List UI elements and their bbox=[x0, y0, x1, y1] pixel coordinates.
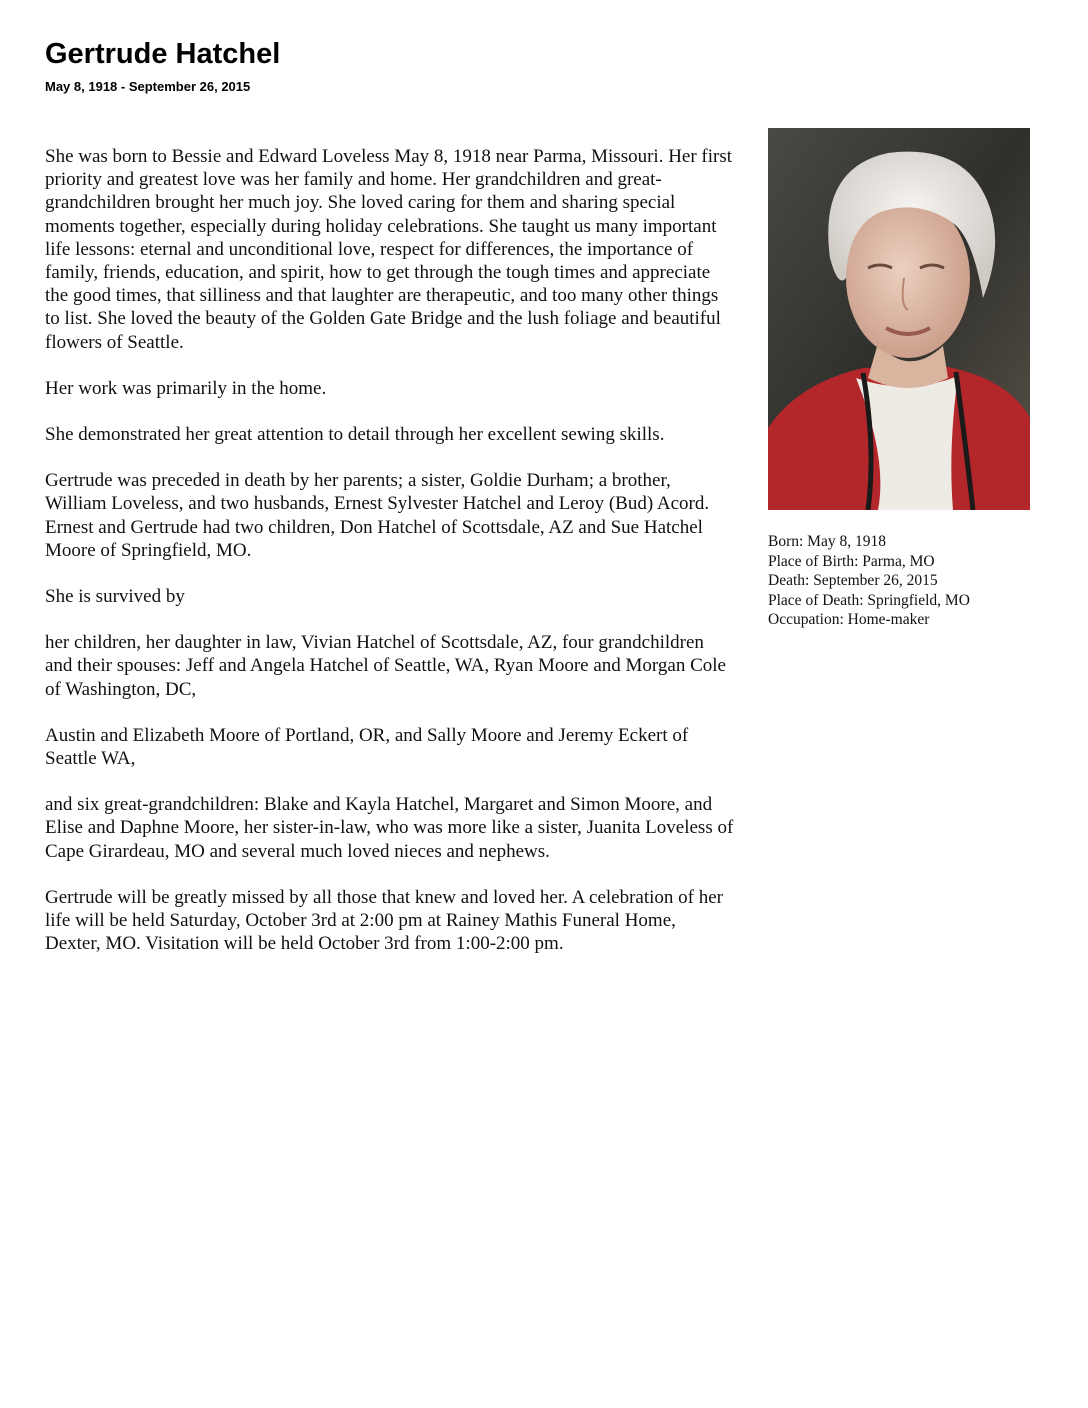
fact-occupation: Occupation: Home-maker bbox=[768, 611, 930, 629]
life-dates: May 8, 1918 - September 26, 2015 bbox=[45, 79, 251, 94]
paragraph-children: her children, her daughter in law, Vivian Hatchel of Scottsdale, AZ, four grandchildren and their spouses: Jeff and Angela Hatchel of Seattle, WA, Ryan Moore and Morgan Cole of Washington, DC, bbox=[45, 632, 726, 700]
fact-place-of-birth: Place of Birth: Parma, MO bbox=[768, 552, 935, 570]
paragraph-biography: She was born to Bessie and Edward Loveless May 8, 1918 near Parma, Missouri. Her first priority and greatest love was her family and home. Her grandchildren and great-grandchildren brought her much joy. She loved caring for them and sharing special moments together, especially during holiday celebrations. She taught us many important life lessons: eternal and unconditional love, respect for differences, the importance of family, friends, education, and spirit, how to get through the tough times and appreciate the good times, that silliness and that laughter are therapeutic, and too many other things to list. She loved the beauty of the Golden Gate Bridge and the lush foliage and beautiful flowers of Seattle. bbox=[45, 146, 733, 353]
fact-death: Death: September 26, 2015 bbox=[768, 572, 938, 590]
portrait-illustration bbox=[768, 128, 1030, 510]
portrait-photo bbox=[768, 128, 1030, 510]
person-name: Gertrude Hatchel bbox=[45, 38, 281, 70]
paragraph-work: Her work was primarily in the home. bbox=[45, 377, 327, 399]
vital-facts bbox=[768, 532, 1068, 630]
paragraph-survived-by: She is survived by bbox=[45, 586, 185, 608]
paragraph-services: Gertrude will be greatly missed by all those that knew and loved her. A celebration of her life will be held Saturday, October 3rd at 2:00 pm at Rainey Mathis Funeral Home, Dexter, MO. Visitation will be held October 3rd from 1:00-2:00 pm. bbox=[45, 886, 723, 955]
obituary-header bbox=[45, 36, 745, 96]
paragraph-preceded-in-death: Gertrude was preceded in death by her parents; a sister, Goldie Durham; a brother, William Loveless, and two husbands, Ernest Sylvester Hatchel and Leroy (Bud) Acord. Ernest and Gertrude had two children, Don Hatchel of Scottsdale, AZ and Sue Hatchel Moore of Springfield, MO. bbox=[45, 470, 710, 561]
fact-place-of-death: Place of Death: Springfield, MO bbox=[768, 591, 970, 609]
fact-born: Born: May 8, 1918 bbox=[768, 533, 886, 550]
paragraph-great-grandchildren: and six great-grandchildren: Blake and Kayla Hatchel, Margaret and Simon Moore, and Elise and Daphne Moore, her sister-in-law, who was more like a sister, Juanita Loveless of Cape Girardeau, MO and several much loved nieces and nephews. bbox=[45, 794, 734, 862]
paragraph-skills: She demonstrated her great attention to detail through her excellent sewing skills. bbox=[45, 424, 665, 446]
paragraph-grandchildren: Austin and Elizabeth Moore of Portland, OR, and Sally Moore and Jeremy Eckert of Seattle WA, bbox=[45, 724, 689, 770]
obituary-text bbox=[45, 145, 735, 978]
